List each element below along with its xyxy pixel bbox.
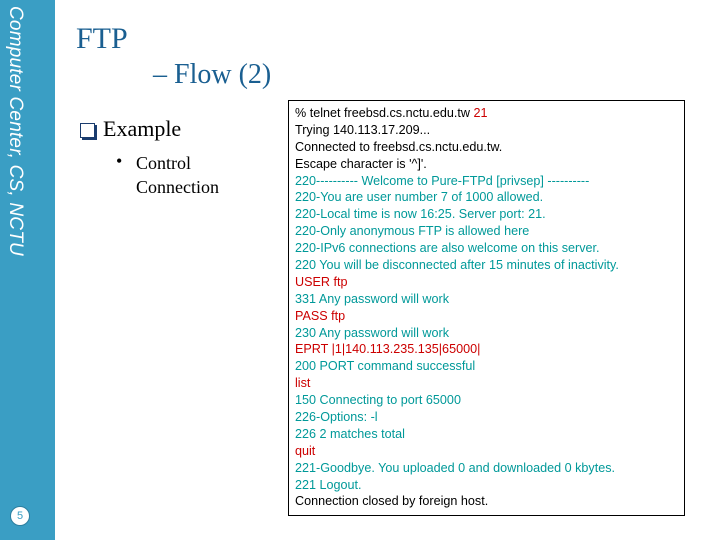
- console-line: [295, 291, 684, 308]
- console-segment: 331 Any password will work: [295, 291, 449, 306]
- console-line: [295, 223, 684, 240]
- console-transcript: [288, 100, 685, 516]
- console-segment: 220 You will be disconnected after 15 minutes of inactivity.: [295, 258, 619, 273]
- console-segment: 221-Goodbye. You uploaded 0 and downloaded 0 kbytes.: [295, 460, 616, 475]
- console-line: [295, 426, 684, 443]
- console-line: [295, 325, 684, 342]
- bullet-level2-text: Control Connection: [136, 153, 219, 197]
- console-line: [295, 460, 684, 477]
- console-segment: list: [295, 376, 311, 391]
- console-segment: 230 Any password will work: [295, 325, 449, 340]
- console-line: [295, 477, 684, 494]
- console-segment: 220-Local time is now 16:25. Server port: 21.: [295, 207, 546, 222]
- console-line: [295, 409, 684, 426]
- console-line: [295, 358, 684, 375]
- console-segment: 226-Options: -l: [295, 410, 378, 425]
- console-segment: quit: [295, 443, 316, 458]
- console-segment: 226 2 matches total: [295, 426, 405, 441]
- dot-bullet-icon: •: [116, 151, 123, 171]
- console-line: [295, 189, 684, 206]
- console-line: [295, 240, 684, 257]
- checkbox-bullet-icon: [80, 123, 95, 138]
- console-line: [295, 173, 684, 190]
- console-line: [295, 257, 684, 274]
- console-line: [295, 375, 684, 392]
- console-segment: Escape character is '^]'.: [295, 156, 427, 171]
- console-segment: 221 Logout.: [295, 477, 362, 492]
- console-line: [295, 156, 684, 173]
- console-line: [295, 341, 684, 358]
- console-segment: PASS ftp: [295, 308, 346, 323]
- console-segment: 150 Connecting to port 65000: [295, 393, 461, 408]
- console-segment: 220---------- Welcome to Pure-FTPd [privsep] ----------: [295, 173, 590, 188]
- console-line: [295, 206, 684, 223]
- slide-title: FTP: [76, 22, 128, 55]
- console-line: [295, 308, 684, 325]
- console-segment: Trying 140.113.17.209...: [295, 122, 431, 137]
- console-segment: 220-Only anonymous FTP is allowed here: [295, 224, 530, 239]
- slide-subtitle: – Flow (2): [153, 59, 272, 90]
- sidebar: [0, 0, 55, 540]
- console-segment: 21: [473, 106, 488, 120]
- console-line: [295, 122, 684, 139]
- console-line: [295, 392, 684, 409]
- console-line: [295, 139, 684, 156]
- console-segment: 220-IPv6 connections are also welcome on this server.: [295, 241, 600, 256]
- bullet-level2: [116, 151, 219, 199]
- console-line: [295, 493, 684, 510]
- console-segment: Connection closed by foreign host.: [295, 494, 489, 509]
- console-segment: EPRT |1|140.113.235.135|65000|: [295, 342, 481, 357]
- console-line: [295, 105, 684, 122]
- console-segment: 200 PORT command successful: [295, 359, 476, 374]
- console-line: [295, 443, 684, 460]
- console-segment: USER ftp: [295, 274, 348, 289]
- sidebar-org-label: Computer Center, CS, NCTU: [5, 6, 26, 256]
- bullet-level1-text: Example: [103, 116, 182, 141]
- console-segment: 220-You are user number 7 of 1000 allowed.: [295, 190, 544, 205]
- console-segment: Connected to freebsd.cs.nctu.edu.tw.: [295, 139, 503, 154]
- console-line: [295, 274, 684, 291]
- page-number: 5: [10, 506, 30, 526]
- bullet-level1: [80, 116, 181, 142]
- console-segment: % telnet freebsd.cs.nctu.edu.tw: [295, 106, 474, 120]
